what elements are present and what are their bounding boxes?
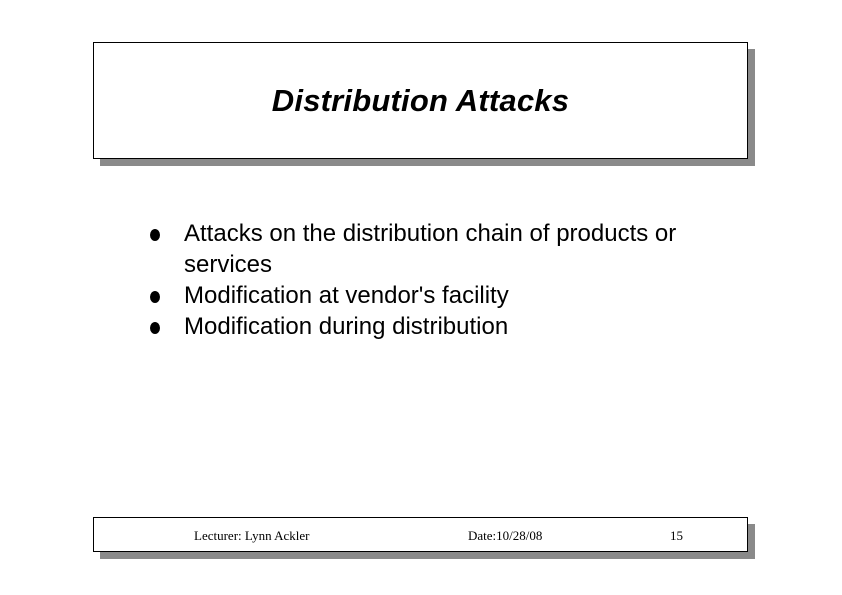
bullet-item	[148, 218, 748, 280]
bullet-text: Modification during distribution	[184, 313, 509, 340]
footer-page-number: 15	[670, 528, 683, 543]
bullet-item	[148, 280, 748, 311]
bullet-list	[148, 218, 748, 342]
bullet-dot-icon	[150, 291, 160, 303]
slide-title: Distribution Attacks	[271, 82, 570, 118]
title-box	[93, 42, 748, 159]
bullet-text: Attacks on the distribution chain of products or services	[184, 220, 677, 278]
bullet-item	[148, 311, 748, 342]
footer-date: Date:10/28/08	[468, 528, 543, 543]
footer-box	[93, 517, 748, 552]
bullet-text: Modification at vendor's facility	[184, 282, 509, 309]
footer-lecturer: Lecturer: Lynn Ackler	[194, 528, 310, 543]
bullet-dot-icon	[150, 229, 160, 241]
bullet-dot-icon	[150, 322, 160, 334]
